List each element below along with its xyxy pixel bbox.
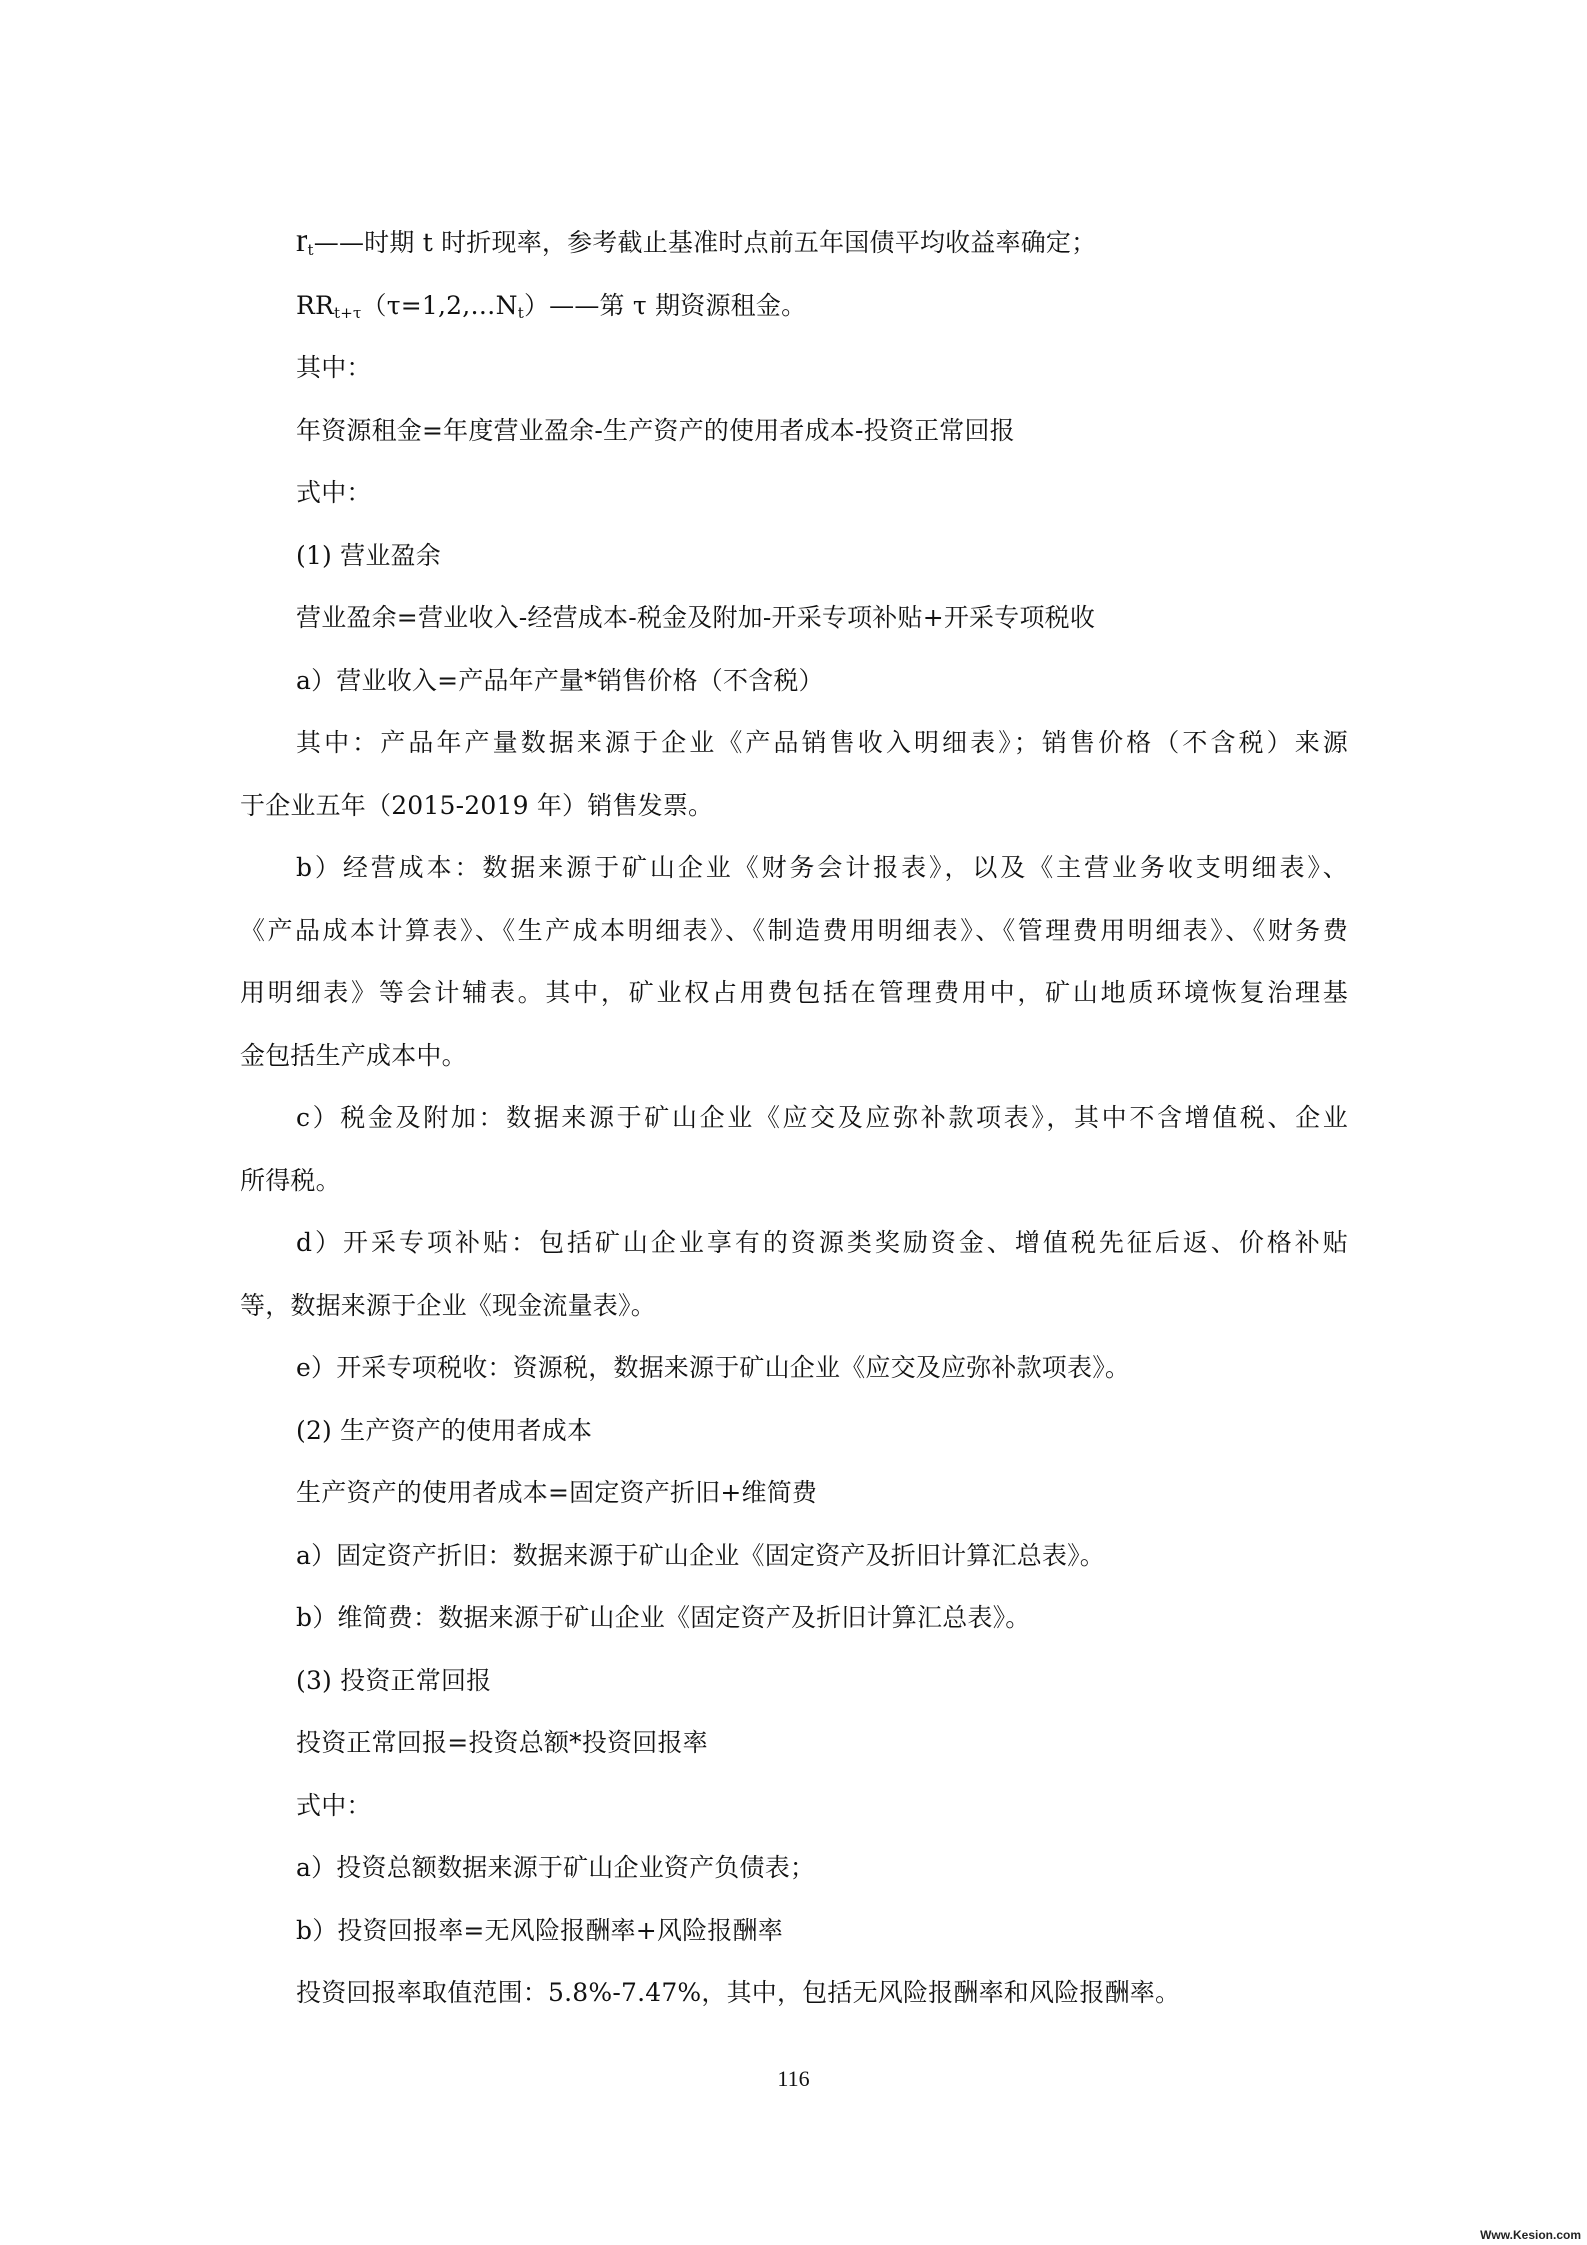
list-item: e）开采专项税收：资源税，数据来源于矿山企业《应交及应弥补款项表》。 [296, 1353, 1131, 1382]
definition-resource-rent-text: ）——第 τ 期资源租金。 [523, 290, 807, 320]
section-heading: (3) 投资正常回报 [296, 1665, 492, 1695]
paragraph: 投资回报率取值范围：5.8%-7.47%，其中，包括无风险报酬率和风险报酬率。 [296, 1978, 1181, 2007]
paragraph-continuation: 于企业五年（2015-2019 年）销售发票。 [240, 790, 714, 820]
symbol-n-subscript: t [517, 303, 524, 322]
paragraph-continuation: 等，数据来源于企业《现金流量表》。 [240, 1290, 656, 1320]
symbol-rr: RR [296, 290, 335, 320]
paragraph: 其中：产品年产量数据来源于企业《产品销售收入明细表》；销售价格（不含税）来源 [296, 728, 1348, 757]
formula-annual-rent: 年资源租金=年度营业盈余-生产资产的使用者成本-投资正常回报 [296, 415, 1015, 445]
symbol-r-subscript: t [307, 241, 314, 259]
list-item: b）投资回报率=无风险报酬率+风险报酬率 [296, 1915, 783, 1945]
list-item: a）投资总额数据来源于矿山企业资产负债表； [296, 1853, 816, 1882]
definition-resource-rent [240, 275, 1348, 338]
section-heading: (2) 生产资产的使用者成本 [296, 1415, 593, 1445]
list-item: c）税金及附加：数据来源于矿山企业《应交及应弥补款项表》，其中不含增值税、企业 [296, 1103, 1348, 1132]
list-item: a）固定资产折旧：数据来源于矿山企业《固定资产及折旧计算汇总表》。 [296, 1540, 1106, 1570]
paragraph-continuation: 所得税。 [240, 1165, 341, 1195]
body-text [240, 212, 1348, 2025]
definition-discount-rate [240, 212, 1348, 275]
list-item: d）开采专项补贴：包括矿山企业享有的资源类奖励资金、增值税先征后返、价格补贴 [296, 1228, 1348, 1257]
paragraph: 式中： [296, 478, 372, 507]
paragraph-continuation: 用明细表》等会计辅表。其中，矿业权占用费包括在管理费用中，矿山地质环境恢复治理基 [240, 978, 1348, 1007]
site-watermark: Www.Kesion.com [1480, 2228, 1581, 2242]
list-item: a）营业收入=产品年产量*销售价格（不含税） [296, 665, 824, 695]
symbol-tau-range: （τ=1,2,…N [361, 290, 518, 320]
paragraph: 式中： [296, 1790, 372, 1820]
formula-user-cost: 生产资产的使用者成本=固定资产折旧+维简费 [296, 1478, 818, 1507]
page-number: 116 [777, 2066, 810, 2091]
section-heading: (1) 营业盈余 [296, 540, 441, 570]
paragraph-continuation: 《产品成本计算表》、《生产成本明细表》、《制造费用明细表》、《管理费用明细表》、《财务费 [240, 915, 1348, 945]
list-item: b）经营成本：数据来源于矿山企业《财务会计报表》，以及《主营业务收支明细表》、 [296, 853, 1348, 882]
formula-investment-return: 投资正常回报=投资总额*投资回报率 [296, 1728, 708, 1757]
paragraph: 其中： [296, 353, 372, 382]
formula-operating-surplus: 营业盈余=营业收入-经营成本-税金及附加-开采专项补贴+开采专项税收 [296, 603, 1096, 632]
paragraph-continuation: 金包括生产成本中。 [240, 1040, 467, 1070]
symbol-r: r [296, 222, 308, 259]
list-item: b）维简费：数据来源于矿山企业《固定资产及折旧计算汇总表》。 [296, 1603, 1031, 1632]
symbol-rr-subscript: t+τ [334, 303, 362, 322]
definition-discount-rate-text: ——时期 t 时折现率，参考截止基准时点前五年国债平均收益率确定； [313, 228, 1097, 257]
